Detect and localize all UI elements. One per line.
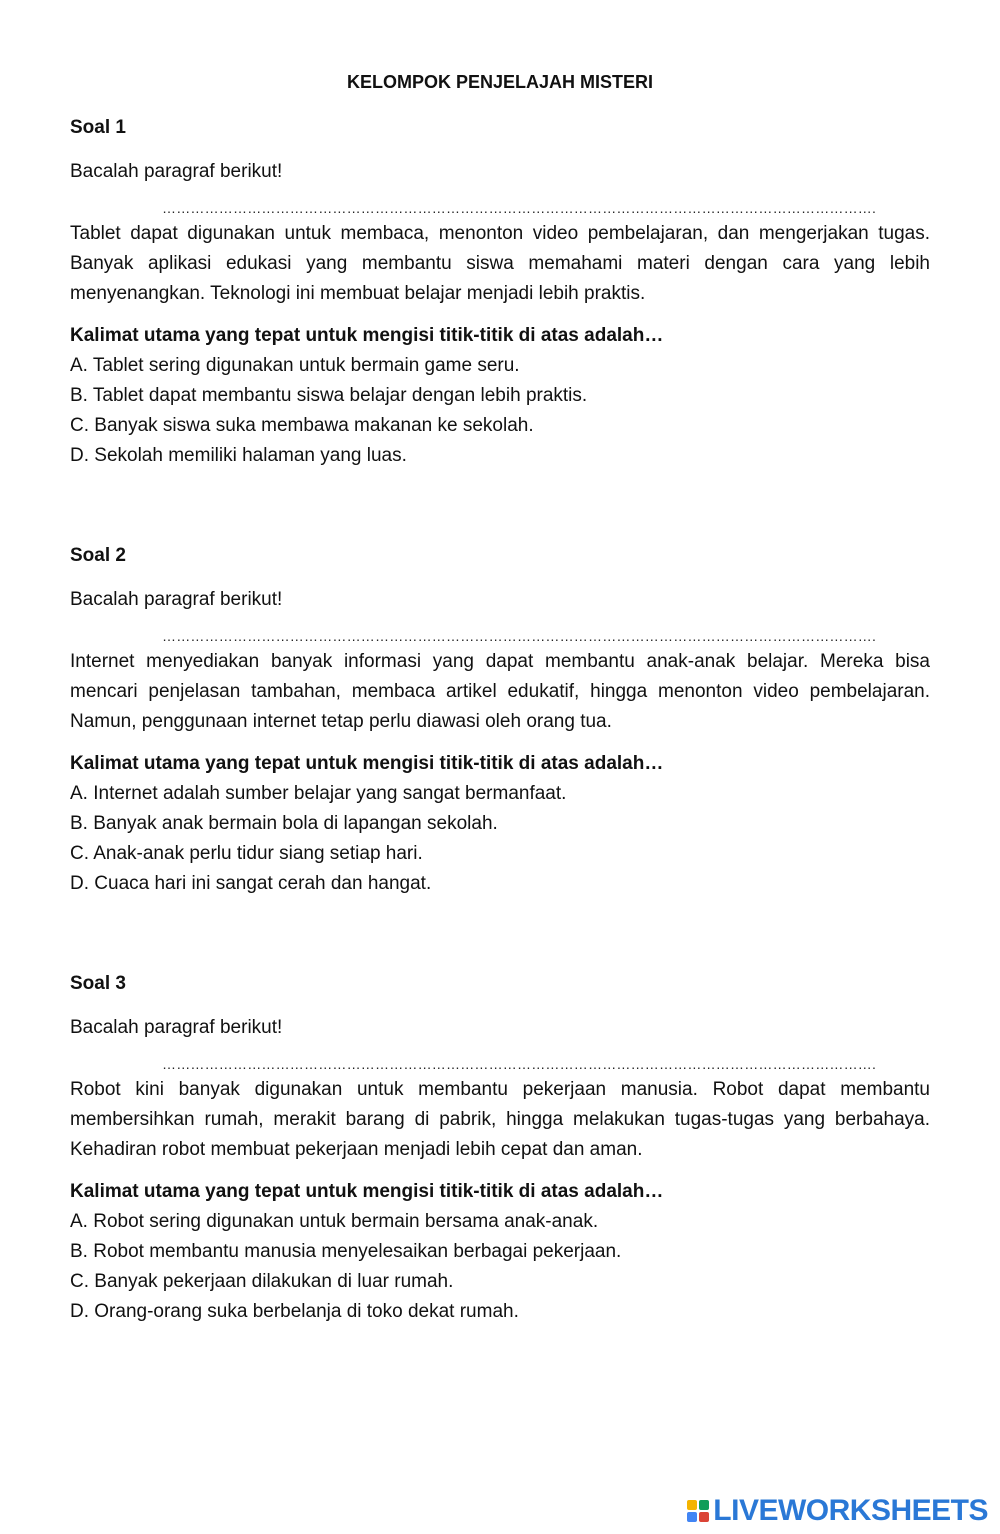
option-c[interactable]: C. Banyak pekerjaan dilakukan di luar rumah. bbox=[70, 1271, 454, 1292]
brand-wordmark: LIVEWORKSHEETS bbox=[713, 1494, 988, 1527]
liveworksheets-brand[interactable] bbox=[687, 1494, 988, 1528]
option-a[interactable]: A. Tablet sering digunakan untuk bermain game seru. bbox=[70, 355, 520, 376]
page-title: KELOMPOK PENJELAJAH MISTERI bbox=[346, 72, 654, 92]
answer-options bbox=[70, 351, 930, 471]
question-heading: Soal 3 bbox=[70, 973, 126, 994]
question-heading: Soal 1 bbox=[70, 117, 126, 138]
blank-dots: ……………………………………………………………………………………………………………………………………. bbox=[162, 1056, 877, 1072]
liveworksheets-logo-icon bbox=[687, 1500, 709, 1522]
question-prompt: Kalimat utama yang tepat untuk mengisi titik-titik di atas adalah… bbox=[70, 753, 664, 774]
option-b[interactable]: B. Tablet dapat membantu siswa belajar dengan lebih praktis. bbox=[70, 385, 588, 406]
answer-options bbox=[70, 779, 930, 899]
instruction-text: Bacalah paragraf berikut! bbox=[70, 1017, 283, 1038]
paragraph-text: Tablet dapat digunakan untuk membaca, menonton video pembelajaran, dan mengerjakan tugas. Banyak aplikasi edukasi yang membantu siswa memahami materi dengan cara yang lebih menyenangkan. Teknologi ini membuat belajar menjadi lebih praktis. bbox=[70, 223, 930, 304]
instruction-text: Bacalah paragraf berikut! bbox=[70, 161, 283, 182]
question-block-1 bbox=[70, 113, 930, 471]
question-heading: Soal 2 bbox=[70, 545, 126, 566]
paragraph-text: Robot kini banyak digunakan untuk membantu pekerjaan manusia. Robot dapat membantu membersihkan rumah, merakit barang di pabrik, hingga melakukan tugas-tugas yang berbahaya. Kehadiran robot membuat pekerjaan menjadi lebih cepat dan aman. bbox=[70, 1079, 930, 1160]
question-block-2 bbox=[70, 541, 930, 899]
answer-options bbox=[70, 1207, 930, 1327]
option-d[interactable]: D. Sekolah memiliki halaman yang luas. bbox=[70, 445, 407, 466]
blank-dots: ……………………………………………………………………………………………………………………………………. bbox=[162, 200, 877, 216]
paragraph-text: Internet menyediakan banyak informasi yang dapat membantu anak-anak belajar. Mereka bisa mencari penjelasan tambahan, membaca artikel edukatif, hingga menonton video pembelajaran. Namun, penggunaan internet tetap perlu diawasi oleh orang tua. bbox=[70, 651, 930, 732]
option-b[interactable]: B. Robot membantu manusia menyelesaikan berbagai pekerjaan. bbox=[70, 1241, 622, 1262]
logo-square bbox=[687, 1512, 697, 1522]
logo-square bbox=[687, 1500, 697, 1510]
option-a[interactable]: A. Internet adalah sumber belajar yang sangat bermanfaat. bbox=[70, 783, 567, 804]
option-c[interactable]: C. Banyak siswa suka membawa makanan ke sekolah. bbox=[70, 415, 534, 436]
blank-dots: ……………………………………………………………………………………………………………………………………. bbox=[162, 628, 877, 644]
question-prompt: Kalimat utama yang tepat untuk mengisi titik-titik di atas adalah… bbox=[70, 325, 664, 346]
option-d[interactable]: D. Orang-orang suka berbelanja di toko dekat rumah. bbox=[70, 1301, 519, 1322]
option-a[interactable]: A. Robot sering digunakan untuk bermain bersama anak-anak. bbox=[70, 1211, 599, 1232]
question-prompt: Kalimat utama yang tepat untuk mengisi titik-titik di atas adalah… bbox=[70, 1181, 664, 1202]
question-block-3 bbox=[70, 969, 930, 1327]
logo-square bbox=[699, 1512, 709, 1522]
option-b[interactable]: B. Banyak anak bermain bola di lapangan sekolah. bbox=[70, 813, 498, 834]
instruction-text: Bacalah paragraf berikut! bbox=[70, 589, 283, 610]
option-d[interactable]: D. Cuaca hari ini sangat cerah dan hangat. bbox=[70, 873, 432, 894]
logo-square bbox=[699, 1500, 709, 1510]
option-c[interactable]: C. Anak-anak perlu tidur siang setiap hari. bbox=[70, 843, 423, 864]
